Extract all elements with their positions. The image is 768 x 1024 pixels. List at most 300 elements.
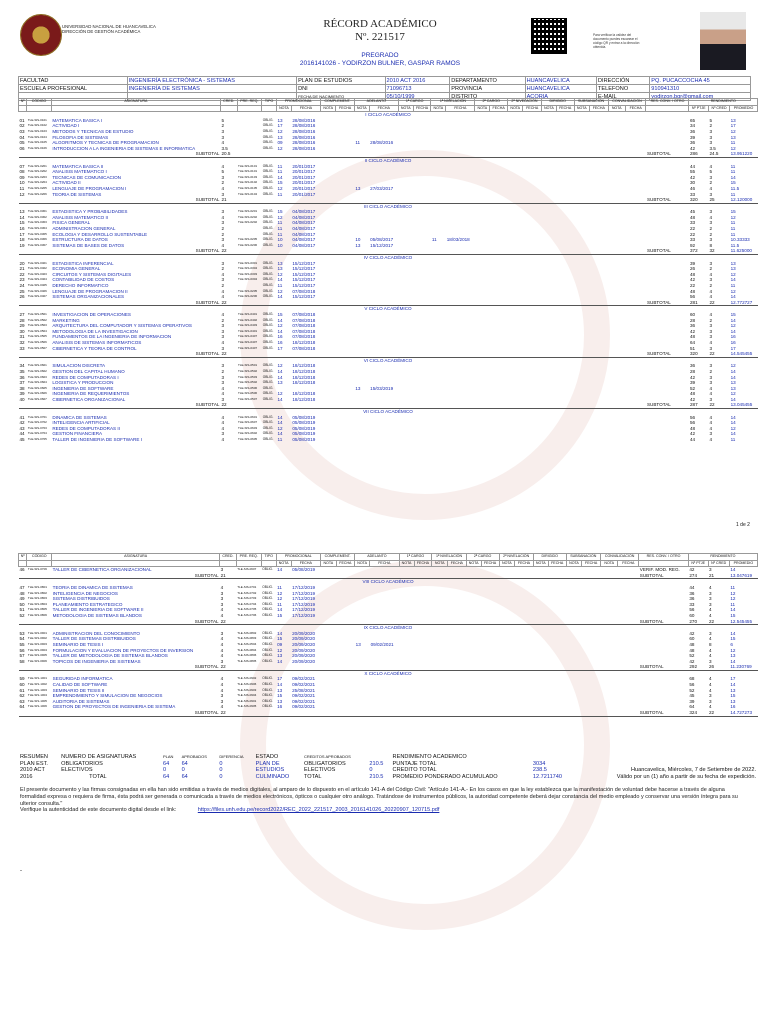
course-name: ALGORITMOS Y TECNICAS DE PROGRAMACION [52, 140, 159, 146]
grade-date: 15/12/2017 [292, 271, 316, 277]
credits-taken: 4 [709, 385, 713, 391]
points: 52 [689, 687, 695, 693]
grade-date [336, 437, 354, 443]
course-prereq: TLE-SIS-0607 [238, 420, 258, 425]
course-prereq: TLE-SIS-0703 [237, 596, 257, 601]
average: 11 [730, 437, 736, 443]
subtotal-label: SUBTOTAL [19, 151, 221, 157]
credits-taken: 3 [709, 209, 713, 215]
course-name: ANALISIS MATEMATICO II [52, 214, 109, 220]
semester-header: IV CICLO ACADÉMICO [363, 255, 413, 261]
course-type: OBLIG. [262, 704, 273, 709]
grade-date: 18/12/2018 [292, 339, 316, 345]
subtotal-label: SUBTOTAL [19, 710, 220, 716]
course-number: 39 [19, 391, 25, 397]
course-type: OBLIG. [262, 283, 274, 287]
course-name: METODOLOGIA DE LA INVESTIGACION [52, 328, 138, 334]
grade-date: 18/12/2018 [292, 374, 316, 380]
course-prereq: TLE-SIS-0104 [238, 191, 258, 196]
column-subheader: NOTA [499, 560, 515, 567]
course-name: TEORIA DE SISTEMAS [52, 191, 102, 197]
subtotal-label: SUBTOTAL [19, 402, 221, 408]
average: 11 [730, 191, 736, 197]
course-prereq: TLE-SIS-0902 [237, 676, 257, 681]
course-credits: 3.5 [221, 145, 228, 151]
credits-value: 210.5 [369, 773, 384, 780]
course-number: 02 [19, 123, 25, 129]
grade: 11 [277, 437, 283, 443]
average: 15 [730, 311, 736, 317]
course-code: TLE-SIS-0803 [27, 596, 47, 601]
grade-date: 20/09/2020 [292, 653, 316, 659]
average: 17 [730, 676, 736, 682]
credits-taken: 2 [709, 266, 713, 272]
course-number: 34 [19, 363, 25, 369]
course-number: 63 [19, 698, 25, 704]
subtotal-credits-taken: 26 [708, 664, 729, 670]
points: 92 [689, 242, 696, 248]
average: 11 [730, 601, 736, 607]
grade: 14 [277, 396, 283, 402]
university-name [62, 24, 156, 34]
average: 15 [730, 209, 736, 215]
points: 60 [689, 311, 696, 317]
course-code: TLE-SIS-0306 [27, 237, 47, 242]
course-name: FUNDAMENTOS DE LA INGENIERIA DE INFORMACION [52, 334, 172, 340]
points: 64 [689, 704, 695, 710]
average: 14 [730, 607, 736, 613]
grade-date: 04/08/2017 [292, 220, 316, 226]
average: 12 [730, 425, 736, 431]
credits-taken: 4 [709, 682, 712, 688]
course-number: 23 [19, 277, 25, 283]
course-prereq: TLE-SIS-0904 [237, 693, 257, 698]
course-name: ARQUITECTURA DEL COMPUTADOR Y SISTEMAS OPERATIVOS [52, 323, 192, 329]
course-type: OBLIG. [262, 145, 274, 150]
grade: 14 [277, 630, 283, 636]
grade-date: 25/08/2021 [292, 687, 316, 693]
course-number: 24 [19, 283, 25, 288]
credits-taken: 4 [709, 311, 713, 317]
course-credits: 3 [221, 174, 225, 180]
semester-header: VIII CICLO ACADÉMICO [362, 579, 414, 585]
label: FECHA DE NACIMIENTO [297, 93, 385, 101]
credits-taken: 2 [709, 283, 713, 288]
average: 13 [730, 687, 736, 693]
course-prereq: TLE-SIS-0205 [238, 288, 258, 293]
grade-date: 20/01/2017 [292, 174, 316, 180]
credits-taken: 3 [709, 334, 713, 340]
points: 42 [689, 658, 695, 664]
average: 11.5 [730, 185, 740, 191]
subtotal-label: SUBTOTAL [19, 248, 221, 254]
course-type: OBLIG. [262, 363, 274, 368]
course-type: OBLIG. [262, 374, 274, 379]
points: 48 [689, 391, 696, 397]
column-header: PROMOCIONAL [276, 554, 320, 561]
course-number: 36 [19, 374, 25, 380]
course-prereq: TLE-SIS-0704 [237, 601, 257, 606]
document-title: RÉCORD ACADÉMICO [323, 18, 437, 30]
course-name: EMPRENDIMIENTO Y SIMULACION DE NEGOCIOS [52, 693, 163, 699]
course-name: GESTION DEL CAPITAL HUMANO [52, 368, 125, 374]
grade-date: 04/08/2017 [292, 226, 316, 232]
column-header: SUBSANACIÓN [566, 554, 600, 561]
course-type: OBLIG. [262, 163, 274, 168]
course-prereq: TLE-SIS-0206 [238, 294, 258, 299]
column-header: RENDIMIENTO [688, 554, 757, 561]
average: 14 [730, 294, 736, 300]
count: 0 [219, 760, 223, 767]
average: 17 [730, 345, 736, 351]
grade-date: 05/08/2019 [292, 420, 316, 426]
grade-date: 17/12/2019 [292, 601, 316, 607]
grade-date: 20/09/2020 [292, 630, 316, 636]
grade: 14 [277, 328, 283, 334]
average: 14 [730, 374, 736, 380]
course-number: 41 [19, 414, 25, 420]
points: 48 [689, 288, 696, 294]
grade-date: 07/08/2018 [292, 288, 316, 294]
average: 14 [730, 682, 736, 688]
grade-date: 17/12/2019 [292, 607, 316, 613]
label: PLAN DE ESTUDIOS [297, 77, 385, 85]
course-prereq: TLE-SIS-0407 [238, 334, 258, 339]
column-subheader: NOTA [354, 105, 369, 112]
grade: 09 [277, 641, 283, 647]
credits-taken: 4 [709, 704, 712, 710]
verify-label: Verifique la autenticidad de este documento digital desde el link: [20, 807, 177, 814]
grade-date: 09/02/2021 [292, 693, 316, 699]
course-name: PLANEAMIENTO ESTRATEGICO [52, 601, 123, 607]
course-number: 01 [19, 117, 25, 123]
points: 22 [689, 231, 696, 237]
course-type: OBLIG. [262, 328, 274, 333]
course-type: OBLIG. [262, 345, 274, 350]
course-credits: 3 [221, 237, 225, 243]
course-prereq: TLE-SIS-0503 [238, 374, 258, 379]
course-code: TLE-SIS-1004 [27, 693, 47, 698]
course-prereq: TLE-SIS-0202 [238, 220, 258, 225]
phone-value: 910941310 [650, 85, 751, 93]
plan-value: 2016 [20, 773, 33, 780]
credits-label: OBLIGATORIOS [303, 760, 346, 767]
course-name: ECOLOGIA Y DESARROLLO SUSTENTABLE [52, 231, 148, 237]
course-credits: 4 [221, 163, 225, 169]
course-type: OBLIG. [262, 607, 273, 612]
course-number: 07 [19, 163, 25, 169]
grade: 15 [277, 636, 283, 642]
grade: 14 [277, 682, 283, 688]
course-code: TLE-SIS-1001 [27, 676, 47, 681]
credits-taken: 4 [709, 687, 712, 693]
grade-date: 28/08/2016 [292, 128, 316, 134]
credits-taken: 8 [709, 242, 713, 248]
credits-taken: 4 [709, 612, 712, 618]
course-number: 44 [19, 431, 25, 437]
course-prereq: TLE-SIS-0103 [238, 174, 258, 179]
grade: 09 [277, 140, 283, 146]
course-name: CIRCUITOS Y SISTEMAS DIGITALES [52, 271, 132, 277]
course-name: INGENIERIA DE REQUERIMIENTOS [52, 391, 130, 397]
course-type: OBLIG. [262, 658, 273, 663]
subtotal-credits-taken: 22 [708, 300, 729, 306]
course-credits: 4 [221, 294, 225, 300]
grade: 12 [277, 145, 283, 151]
grade-date: 05/08/2019 [292, 431, 316, 437]
column-subheader: FECHA [291, 105, 320, 112]
subtotal-label: SUBTOTAL [639, 710, 689, 716]
average: 14 [730, 414, 736, 420]
grade: 12 [277, 647, 283, 653]
document-header [0, 0, 768, 78]
course-name: FISICA GENERAL [52, 220, 91, 226]
grade-date: 28/08/2016 [292, 117, 316, 123]
course-code: TLE-SIS-0703 [27, 425, 47, 430]
course-number: 03 [19, 128, 25, 134]
course-code: TLE-SIS-0802 [27, 590, 47, 595]
subtotal-average: 13.047619 [729, 573, 757, 579]
course-code: TLE-SIS-1005 [27, 698, 47, 703]
qr-code[interactable] [531, 18, 567, 54]
average: 12 [730, 391, 736, 397]
points: 42 [689, 328, 696, 334]
course-credits: 3 [221, 277, 225, 283]
column-header: Nº [19, 554, 27, 561]
subtotal-label: SUBTOTAL [639, 619, 689, 625]
course-name: SISTEMAS ORGANIZACIONALES [52, 294, 125, 300]
grade: 13 [355, 385, 361, 391]
course-code: TLE-SIS-0505 [27, 334, 47, 339]
points: 39 [689, 698, 695, 704]
grade-date: 15/12/2017 [292, 294, 316, 300]
course-type: OBLIG. [262, 653, 273, 658]
average: 14 [730, 277, 736, 283]
grade: 13 [355, 641, 361, 647]
course-name: TALLER DE INGENIERIA DE SOFTWARE I [52, 437, 142, 443]
grade-date: 04/08/2017 [292, 231, 316, 237]
column-header: COMPLEMENT. [321, 99, 355, 106]
column-subheader: FECHA [370, 560, 399, 567]
course-number: 28 [19, 317, 25, 323]
course-type: OBLIG. [262, 641, 273, 646]
credits-taken: 4 [709, 420, 713, 426]
course-code: TLE-SIS-0203 [27, 174, 47, 179]
column-subheader [220, 560, 237, 567]
credits-value: 0 [369, 767, 373, 774]
course-number: 08 [19, 169, 25, 175]
column-subheader [639, 560, 689, 567]
subtotal-credits: 22 [220, 664, 237, 670]
course-prereq: TLE-SIS-0403 [238, 323, 258, 328]
column-subheader: NOTA [475, 105, 490, 112]
course-code: TLE-SIS-0901 [27, 630, 47, 635]
grade: 13 [277, 653, 283, 659]
subtotal-row [19, 710, 758, 716]
course-prereq: TLE-SIS-0303 [238, 271, 258, 276]
course-number: 47 [19, 584, 25, 590]
credits-taken: 3 [709, 596, 712, 602]
column-subheader [19, 560, 27, 567]
grade: 13 [277, 117, 283, 123]
course-type: OBLIG. [262, 169, 274, 174]
course-type: OBLIG. [262, 123, 274, 128]
subtotal-label: SUBTOTAL [646, 248, 689, 254]
course-code: TLE-SIS-0404 [27, 277, 47, 282]
column-subheader [646, 105, 689, 112]
column-subheader: FECHA [590, 105, 609, 112]
column-header: 2ª CARGO [475, 99, 508, 106]
grade-date: 05/08/2019 [292, 425, 316, 431]
grade [321, 437, 336, 443]
course-name: INTRODUCCION A LA INGENIERIA DE SISTEMAS E INFORMATICA [52, 145, 196, 151]
average: 17 [730, 123, 736, 129]
course-number: 50 [19, 601, 25, 607]
column-header: 2ª NIVELACIÓN [499, 554, 533, 561]
performance-head: RENDIMIENTO ACADEMICO [392, 754, 467, 760]
credits-taken: 3 [709, 658, 712, 664]
credits-taken: 8 [709, 641, 712, 647]
points: 60 [689, 636, 695, 642]
subtotal-credits: 21 [220, 197, 237, 203]
credits-taken: 4 [709, 294, 713, 300]
points: 33 [689, 601, 695, 607]
points: 68 [689, 676, 695, 682]
grade-date: 15/12/2017 [292, 266, 316, 272]
course-number: 51 [19, 607, 25, 613]
points: 42 [689, 374, 696, 380]
column-subheader: PROMEDIO [730, 105, 758, 112]
course-prereq: TLE-SIS-0206 [238, 242, 258, 247]
course-name: TALLER DE CIBERNETICA ORGANIZACIONAL [52, 567, 152, 573]
credits-taken: 4 [709, 653, 712, 659]
course-number: 06 [19, 145, 25, 151]
credits-taken: 4 [709, 437, 713, 443]
grade: 11 [277, 231, 283, 237]
course-name: ESTRUCTURA DE DATOS [52, 237, 108, 243]
column-subheader: PROMEDIO [729, 560, 757, 567]
credits-taken: 2 [709, 180, 713, 186]
grade: 13 [277, 698, 283, 704]
course-type: OBLIG. [262, 420, 274, 425]
course-type: OBLIG. [262, 391, 274, 396]
grade: 13 [277, 380, 283, 386]
average: 12 [730, 590, 736, 596]
course-name: SIMULACION DISCRETA [52, 363, 106, 369]
course-name: SISTEMAS DE BASES DE DATOS [52, 242, 125, 248]
grade-date: 18/12/2018 [292, 396, 316, 402]
empty-grade [625, 437, 646, 443]
course-code: TLE-SIS-0401 [27, 260, 47, 265]
grade-date: 20/01/2017 [292, 163, 316, 169]
column-header: Nº [19, 99, 27, 106]
subtotal-average: 13.951220 [730, 151, 758, 157]
course-code: TLE-SIS-0806 [27, 612, 47, 617]
course-number: 59 [19, 676, 25, 682]
grade: 11 [277, 163, 283, 169]
course-prereq: TLE-SIS-0407 [238, 345, 258, 350]
birthdate-value: 05/10/1999 [385, 93, 450, 101]
course-type: OBLIG. [262, 339, 274, 344]
column-header: ADELANTO [354, 99, 398, 106]
column-header: PRE. REQ. [237, 99, 262, 106]
column-subheader: NOTA [321, 105, 336, 112]
semester-header: VI CICLO ACADÉMICO [363, 357, 413, 363]
average: 14 [730, 420, 736, 426]
course-name: FILOSOFIA DE SISTEMAS [52, 134, 109, 140]
verify-link[interactable]: https://files.unh.edu.pe/record2022/REC_2022_221517_2003_2016141026_20220907_120715.pdf [197, 807, 440, 814]
column-subheader: FECHA [413, 105, 431, 112]
course-name: FORMULACION Y EVALUACION DE PROYECTOS DE INVERSION [52, 647, 194, 653]
subtotal-credits: 22 [220, 710, 237, 716]
credits-taken: 4 [709, 288, 713, 294]
points: 26 [689, 266, 696, 272]
credits-taken: 4 [709, 339, 713, 345]
subtotal-points: 286 [689, 151, 709, 157]
course-credits: 2 [221, 283, 225, 288]
label: FACULTAD [19, 77, 128, 85]
points: 65 [689, 117, 696, 123]
points: 44 [689, 584, 695, 590]
course-type: OBLIG. [262, 396, 274, 401]
course-code: TLE-SIS-0805 [27, 607, 47, 612]
course-code: TLE-SIS-0407 [27, 294, 47, 299]
course-code: TLE-SIS-0202 [27, 169, 47, 174]
grade [431, 437, 446, 443]
subtotal-average: 12.120000 [730, 197, 758, 203]
grade-date: 28/08/2016 [292, 140, 316, 146]
course-credits: 4 [221, 242, 225, 248]
average: 11.5 [730, 242, 740, 248]
average: 12 [730, 323, 736, 329]
grade-date [369, 437, 398, 443]
column-subheader: Nº CRED [708, 560, 729, 567]
course-type: OBLIG. [262, 601, 273, 606]
course-code: TLE-SIS-0406 [27, 288, 47, 293]
course-code: TLE-SIS-0603 [27, 374, 47, 379]
course-code: TLE-SIS-0402 [27, 266, 47, 271]
column-header: RENDIMIENTO [689, 99, 758, 106]
subtotal-label: SUBTOTAL [646, 300, 689, 306]
document-number: Nº. 221517 [355, 31, 405, 43]
grade: 15 [277, 311, 283, 317]
subtotal-label: SUBTOTAL [19, 619, 220, 625]
column-subheader: FECHA [481, 560, 499, 567]
points: 39 [689, 260, 696, 266]
course-type: OBLIG. [262, 220, 274, 225]
grade: 10 [277, 237, 283, 243]
grade-date: 20/09/2020 [292, 641, 316, 647]
course-prereq: TLE-SIS-0506 [238, 385, 258, 390]
credits-taken: 3 [709, 590, 712, 596]
course-code: TLE-SIS-0604 [27, 380, 47, 385]
grade-date [413, 437, 431, 443]
grade: 17 [277, 123, 283, 129]
credits-taken: 3 [709, 128, 713, 134]
course-type: OBLIG. [262, 134, 274, 139]
average: 15 [730, 612, 736, 618]
course-credits: 2 [221, 180, 225, 186]
semester-header: II CICLO ACADÉMICO [364, 157, 412, 163]
weighted-avg-value: 12.7211740 [532, 773, 563, 780]
course-type: OBLIG. [262, 209, 274, 214]
count: 0 [219, 773, 223, 780]
course-number: 40 [19, 396, 25, 402]
course-number: 35 [19, 368, 25, 374]
credits-taken: 3 [709, 345, 713, 351]
grade-date: 27/03/2017 [370, 185, 394, 191]
column-subheader: FECHA [336, 105, 354, 112]
